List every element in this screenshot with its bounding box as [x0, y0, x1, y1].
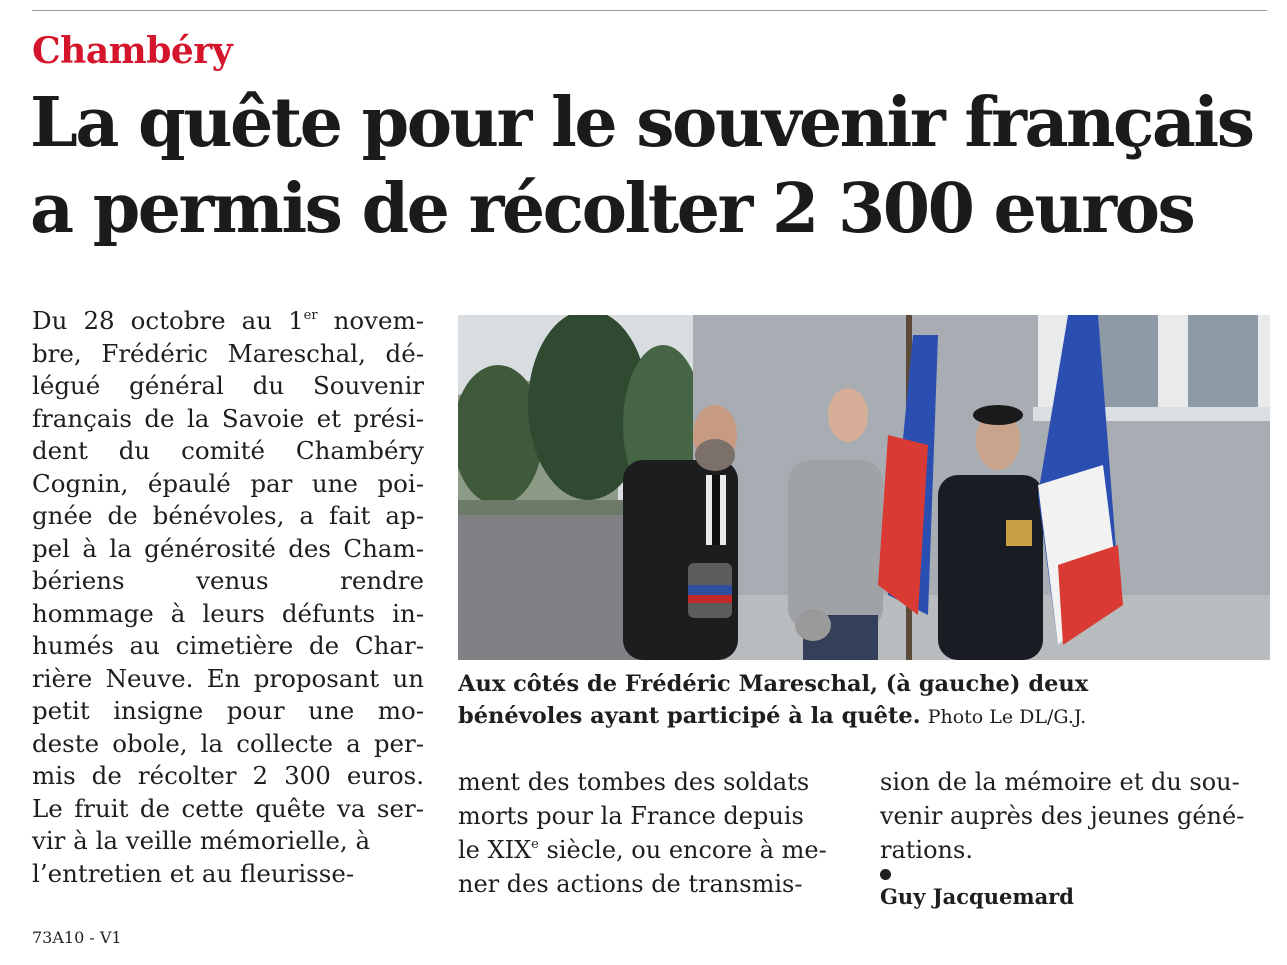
- body-line: petit insigne pour une mo-: [32, 696, 424, 725]
- photo-caption: [458, 668, 1258, 733]
- body-line: dent du comité Chambéry: [32, 436, 424, 465]
- body-line: vir à la veille mémorielle, à: [32, 826, 371, 855]
- body-line: Le fruit de cette quête va ser-: [32, 793, 424, 823]
- body-line: légué général du Souvenir: [32, 371, 424, 400]
- body-line: l’entretien et au fleurisse-: [32, 858, 355, 888]
- headline: [30, 80, 1270, 252]
- body-column-3: [880, 765, 1270, 914]
- body-line: venir auprès des jeunes géné-: [880, 802, 1245, 830]
- body-line: Cognin, épaulé par une poi-: [32, 468, 424, 498]
- caption-line: bénévoles ayant participé à la quête. Photo Le DL/G.J.: [458, 703, 1087, 729]
- body-line: gnée de bénévoles, a fait ap-: [32, 501, 424, 530]
- body-line: sion de la mémoire et du sou-: [880, 768, 1240, 796]
- photo-illustration: [458, 315, 1270, 660]
- page-folio: 73A10 - V1: [32, 928, 122, 947]
- body-line: morts pour la France depuis: [458, 802, 804, 830]
- section-kicker: Chambéry: [32, 30, 233, 72]
- body-line: français de la Savoie et prési-: [32, 403, 424, 433]
- author-byline: Guy Jacquemard: [880, 869, 1270, 914]
- body-column-2: [458, 765, 848, 901]
- body-line: mis de récolter 2 300 euros.: [32, 761, 424, 790]
- ordinal-superscript: er: [303, 308, 318, 323]
- bullet-icon: [880, 869, 891, 880]
- top-rule: [32, 10, 1267, 11]
- body-line: bre, Frédéric Mareschal, dé-: [32, 338, 424, 368]
- headline-line: La quête pour le souvenir français: [30, 83, 1253, 163]
- body-line: ner des actions de transmis-: [458, 870, 803, 898]
- article-photo: [458, 315, 1270, 660]
- body-line: humés au cimetière de Char-: [32, 631, 424, 660]
- photo-credit: Photo Le DL/G.J.: [927, 706, 1087, 728]
- century-superscript: e: [531, 837, 539, 852]
- caption-line: Aux côtés de Frédéric Mareschal, (à gauche) deux: [458, 671, 1089, 697]
- body-line: hommage à leurs défunts in-: [32, 598, 424, 628]
- body-line: le XIXe siècle, ou encore à me-: [458, 836, 827, 864]
- body-line: ment des tombes des soldats: [458, 768, 810, 796]
- body-line: bériens venus rendre: [32, 566, 424, 595]
- body-line: pel à la générosité des Cham-: [32, 533, 424, 563]
- body-line: deste obole, la collecte a per-: [32, 728, 424, 758]
- body-line: rations.: [880, 836, 973, 864]
- body-line: Du 28 octobre au 1er novem-: [32, 306, 425, 335]
- headline-line: a permis de récolter 2 300 euros: [30, 169, 1194, 249]
- body-column-1: [32, 305, 424, 890]
- body-line: rière Neuve. En proposant un: [32, 663, 424, 693]
